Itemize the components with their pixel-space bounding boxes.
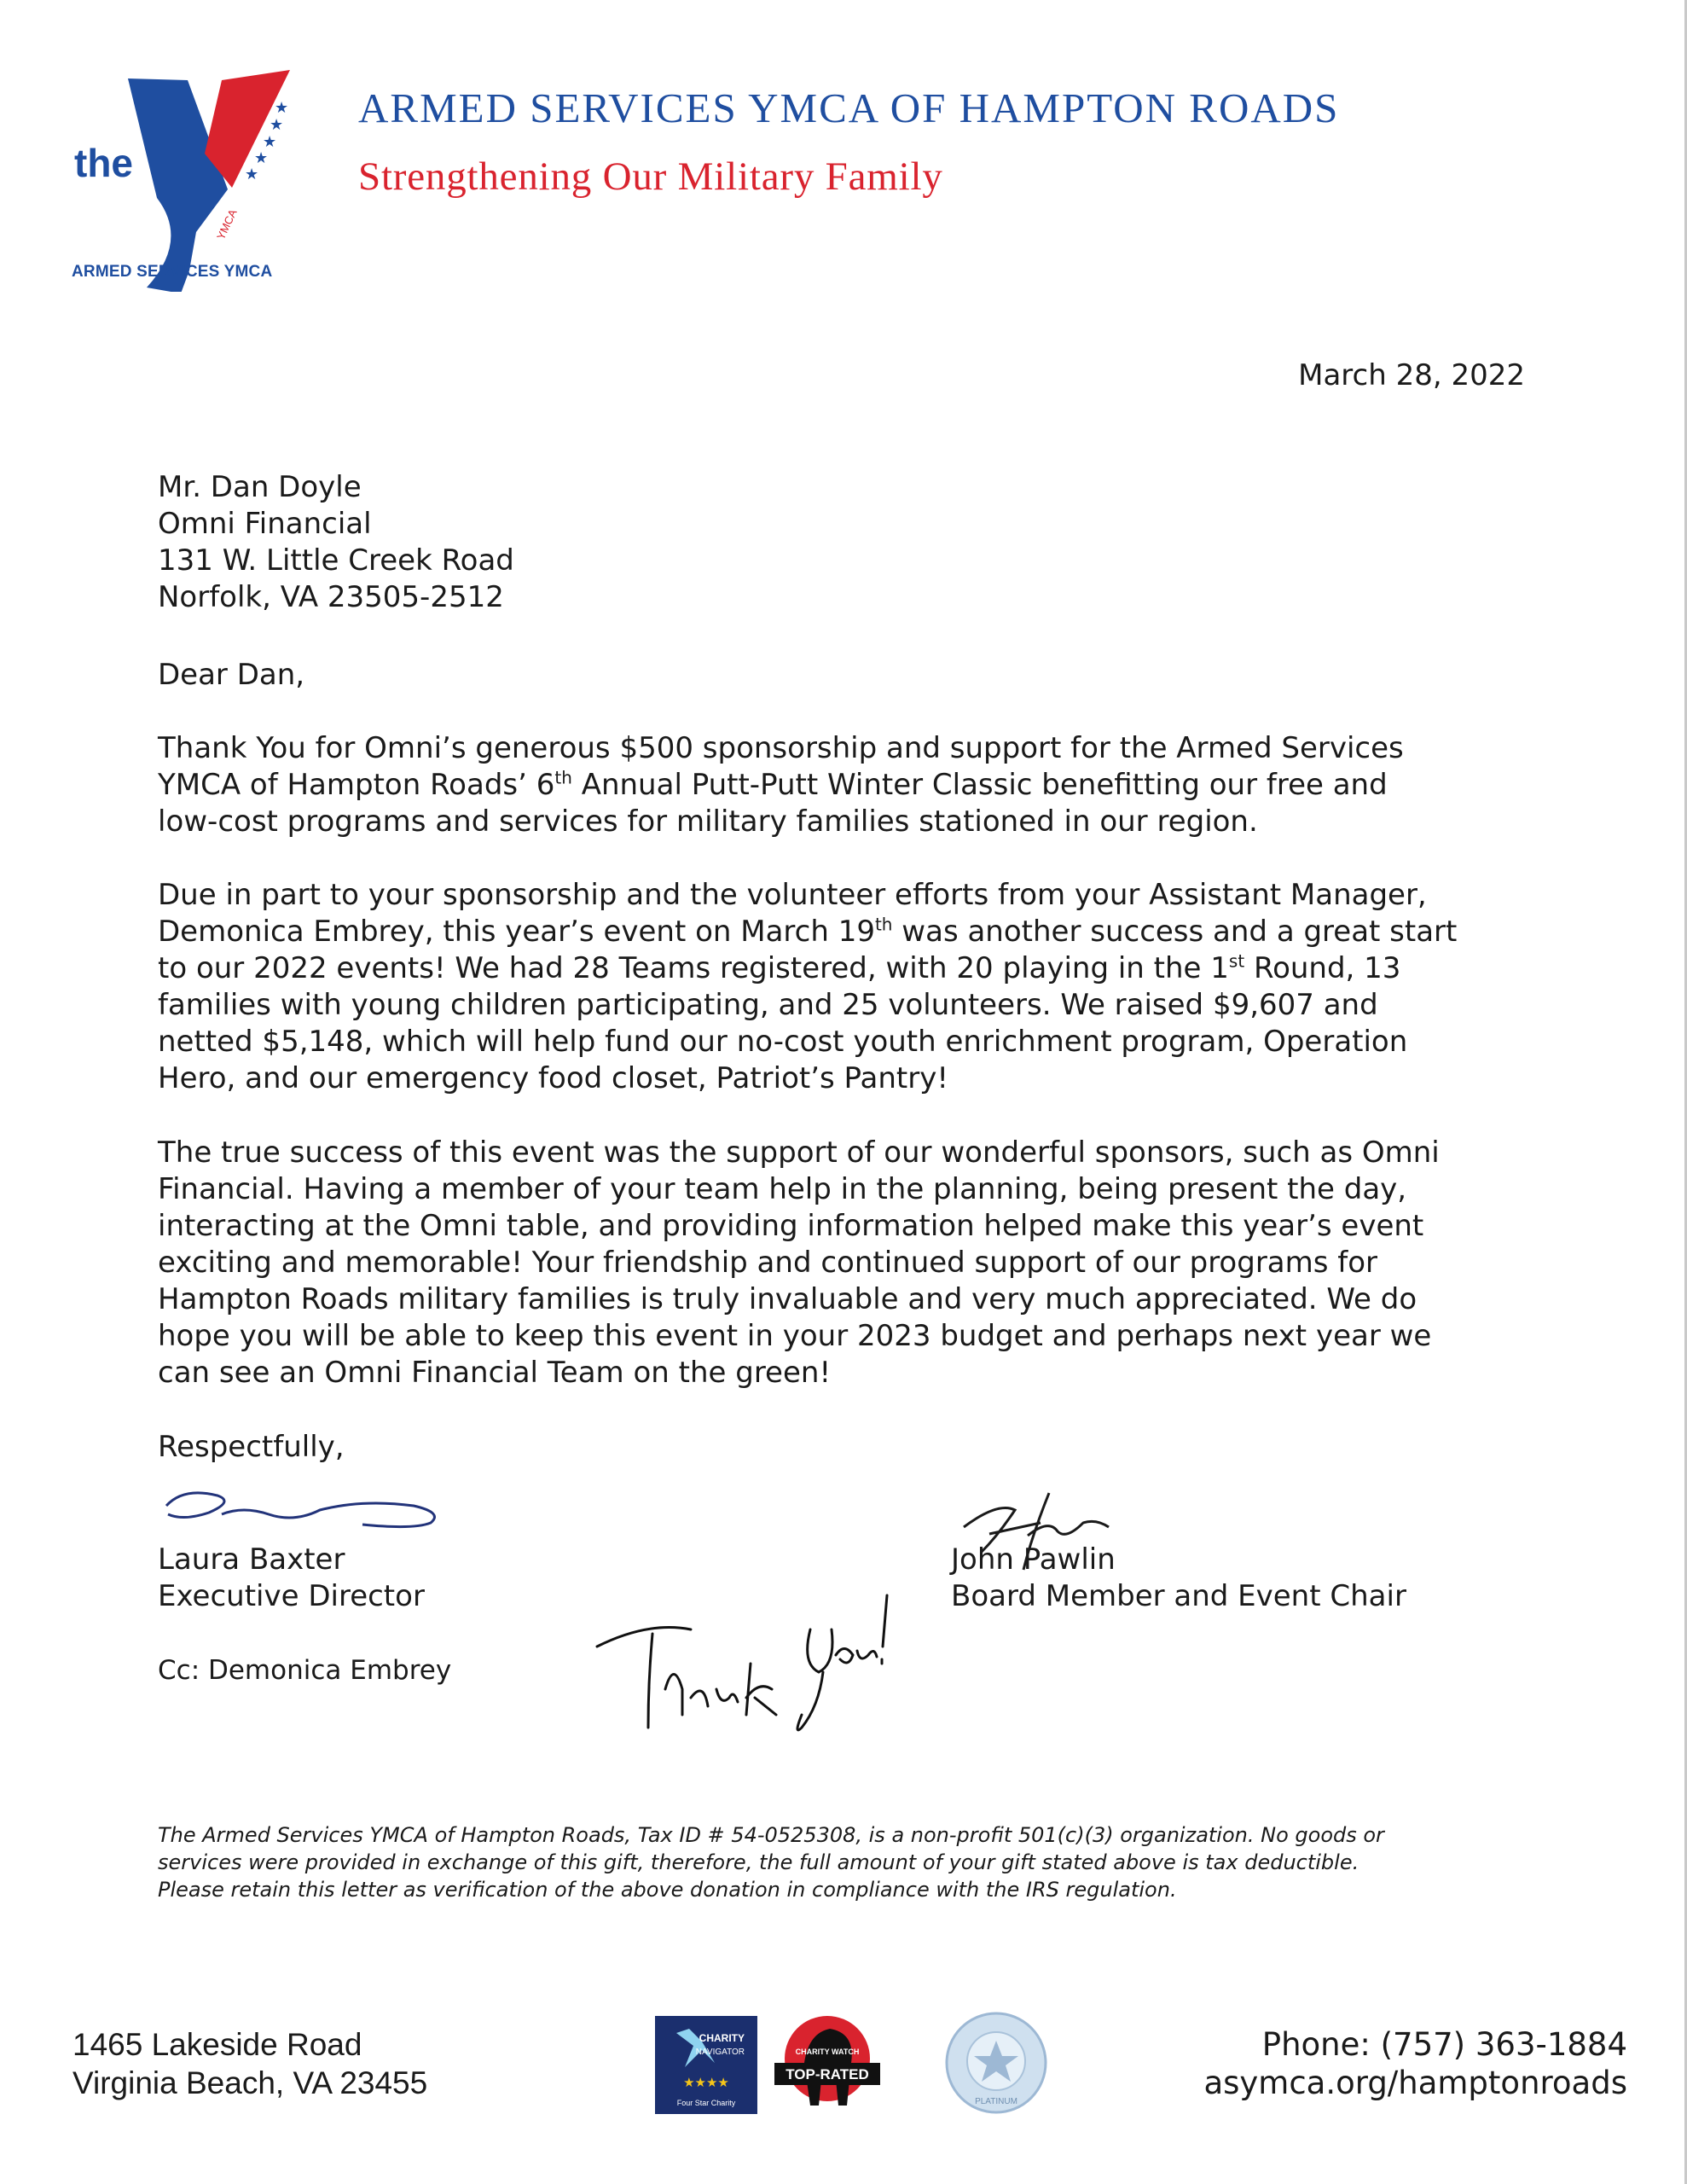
svg-text:★: ★	[275, 99, 289, 117]
paragraph-line: YMCA of Hampton Roads’ 6th Annual Putt-Putt Winter Classic benefitting our free and	[158, 767, 1388, 802]
address-line: Norfolk, VA 23505-2512	[158, 580, 504, 614]
paragraph-line: hope you will be able to keep this event in your 2023 budget and perhaps next year we	[158, 1319, 1432, 1353]
paragraph-line: families with young children participating, and 25 volunteers. We raised $9,607 and	[158, 988, 1378, 1022]
svg-text:TOP-RATED: TOP-RATED	[786, 2066, 869, 2082]
svg-text:★: ★	[254, 149, 269, 167]
signer-title: Board Member and Event Chair	[951, 1579, 1406, 1613]
svg-text:NAVIGATOR: NAVIGATOR	[695, 2048, 745, 2057]
paragraph-line: Hero, and our emergency food closet, Patriot’s Pantry!	[158, 1061, 948, 1095]
signer-name: Laura Baxter	[158, 1542, 345, 1577]
paragraph-line: Thank You for Omni’s generous $500 sponsorship and support for the Armed Services	[158, 731, 1404, 765]
paragraph-line: interacting at the Omni table, and providing information helped make this year’s event	[158, 1209, 1424, 1243]
paragraph-line: Demonica Embrey, this year’s event on March 19th was another success and a great start	[158, 914, 1458, 949]
address-line: 131 W. Little Creek Road	[158, 543, 514, 578]
organization-name: ARMED SERVICES YMCA OF HAMPTON ROADS	[358, 84, 1340, 131]
handwritten-thank-you	[588, 1578, 913, 1749]
paragraph-line: Financial. Having a member of your team help in the planning, being present the day,	[158, 1172, 1407, 1206]
address-line: Mr. Dan Doyle	[158, 470, 362, 504]
svg-text:★: ★	[263, 133, 277, 151]
paragraph-line: Due in part to your sponsorship and the volunteer efforts from your Assistant Manager,	[158, 878, 1427, 912]
disclaimer-line: The Armed Services YMCA of Hampton Roads, Tax ID # 54-0525308, is a non-profit 501(c)(3) organization. No goods or	[158, 1823, 1384, 1847]
paragraph-line: netted $5,148, which will help fund our no-cost youth enrichment program, Operation	[158, 1025, 1408, 1059]
svg-text:★: ★	[245, 166, 259, 183]
paragraph-line: exciting and memorable! Your friendship and continued support of our programs for	[158, 1246, 1378, 1280]
svg-text:CHARITY WATCH: CHARITY WATCH	[795, 2048, 860, 2056]
disclaimer-line: services were provided in exchange of this gift, therefore, the full amount of your gift stated above is tax deductible.	[158, 1850, 1359, 1874]
paragraph-line: low-cost programs and services for military families stationed in our region.	[158, 804, 1258, 839]
paragraph-line: to our 2022 events! We had 28 Teams registered, with 20 playing in the 1st Round, 13	[158, 950, 1401, 985]
charity-watch-badge-icon	[774, 2016, 880, 2106]
svg-text:★: ★	[270, 116, 284, 134]
paragraph-3	[158, 1135, 1539, 1391]
paragraph-1	[158, 730, 1539, 840]
organization-tagline: Strengthening Our Military Family	[358, 154, 943, 199]
footer-address-line: 1465 Lakeside Road	[72, 2027, 362, 2062]
paragraph-line: Hampton Roads military families is truly invaluable and very much appreciated. We do	[158, 1282, 1417, 1316]
svg-text:PLATINUM: PLATINUM	[975, 2097, 1017, 2106]
disclaimer-line: Please retain this letter as verification of the above donation in compliance with the IRS regulation.	[158, 1878, 1177, 1902]
footer-website: asymca.org/hamptonroads	[1203, 2065, 1627, 2101]
tax-disclaimer	[158, 1821, 1539, 1903]
ymca-logo	[61, 61, 300, 292]
footer-address-line: Virginia Beach, VA 23455	[72, 2065, 428, 2100]
logo-the-text: the	[74, 141, 133, 185]
svg-text:Four Star Charity: Four Star Charity	[676, 2099, 736, 2107]
cc-line: Cc: Demonica Embrey	[158, 1655, 452, 1686]
charity-badges	[655, 2012, 1056, 2123]
svg-text:CHARITY: CHARITY	[699, 2032, 745, 2044]
paragraph-line: The true success of this event was the support of our wonderful sponsors, such as Omni	[158, 1136, 1440, 1170]
footer-address	[72, 2025, 427, 2102]
paragraph-2	[158, 877, 1539, 1097]
recipient-address	[158, 469, 1539, 616]
salutation: Dear Dan,	[158, 658, 305, 692]
guidestar-platinum-badge-icon	[947, 2013, 1046, 2112]
footer-contact	[1203, 2025, 1627, 2102]
letter-date: March 28, 2022	[1298, 358, 1525, 392]
paragraph-line: can see an Omni Financial Team on the green!	[158, 1356, 832, 1390]
signature-laura-baxter	[158, 1480, 452, 1548]
signer-name: John Pawlin	[951, 1542, 1116, 1577]
signer-title: Executive Director	[158, 1579, 425, 1613]
address-line: Omni Financial	[158, 507, 372, 541]
charity-navigator-badge-icon	[655, 2016, 757, 2114]
closing: Respectfully,	[158, 1430, 345, 1464]
svg-text:★★★★: ★★★★	[683, 2075, 729, 2090]
svg-text:YMCA: YMCA	[214, 206, 240, 242]
logo-caption: ARMED SERVICES YMCA	[72, 263, 273, 281]
footer-phone: Phone: (757) 363-1884	[1261, 2026, 1627, 2063]
